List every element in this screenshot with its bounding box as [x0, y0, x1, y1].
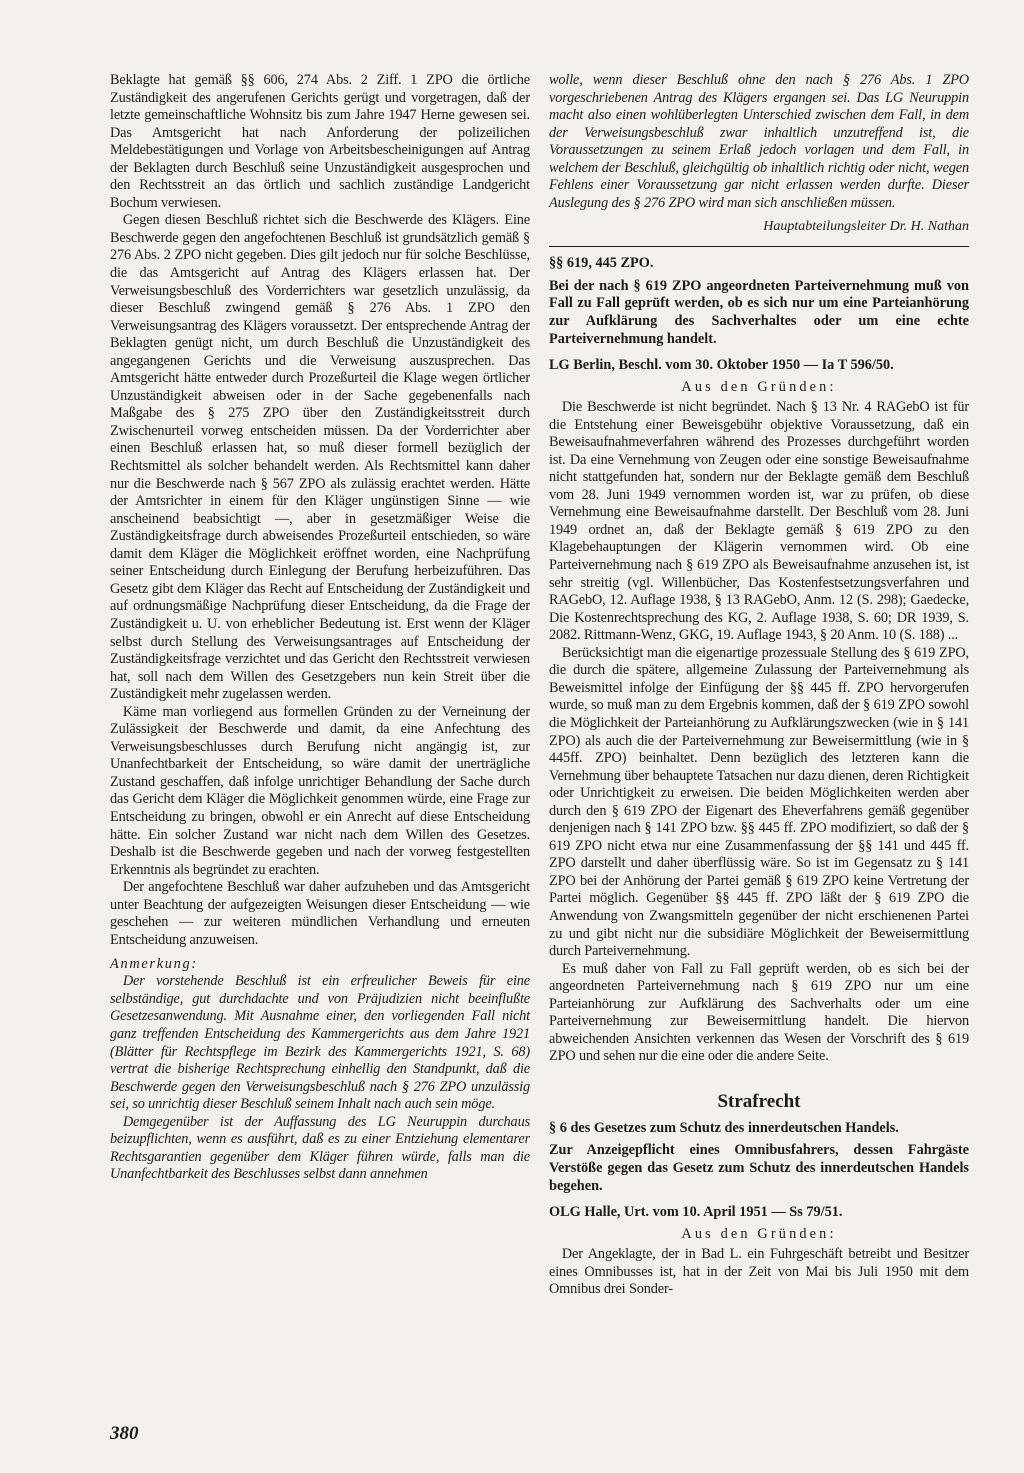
- case-statute-reference: § 6 des Gesetzes zum Schutz des innerdeutschen Handels.: [549, 1119, 899, 1136]
- case-statute-reference: §§ 619, 445 ZPO.: [549, 255, 654, 272]
- body-paragraph: Käme man vorliegend aus formellen Gründen zu der Verneinung der Zulässigkeit der Beschwerde und damit, da eine Anfechtung des Verweisungsbeschlusses durch Berufung nicht angängig ist, zur Unanfechtbarkeit der Entscheidung, so wäre damit der unerträgliche Zustand geschaffen, daß infolge unrichtiger Behandlung der Sache durch das Gericht dem Kläger die Möglichkeit genommen würde, eine Frage zur Entscheidung zu bringen, obwohl er ein Anrecht auf diese Entscheidung hätte. Ein solcher Zustand war nicht nach dem Willen des Gesetzes. Deshalb ist die Beschwerde gegeben und nach der vorweg festgestellten Erkenntnis als begründet zu erachten.: [110, 703, 530, 878]
- body-paragraph: Beklagte hat gemäß §§ 606, 274 Abs. 2 Ziff. 1 ZPO die örtliche Zuständigkeit des angerufenen Gerichts gerügt und vorgetragen, daß der letzte gemeinschaftliche Wohnsitz bis zum Jahre 1947 Herne gewesen sei. Das Amtsgericht hat nach Anforderung der polizeilichen Meldebestätigungen und Vorlage von Arbeitsbescheinigungen auf Antrag der Beklagten durch Beschluß seine Unzuständigkeit ausgesprochen und den Rechtsstreit an das örtlich und sachlich zuständige Landgericht Bochum verwiesen.: [110, 72, 530, 211]
- grounds-heading: Aus den Gründen:: [681, 1226, 837, 1243]
- section-title: Strafrecht: [717, 1090, 801, 1112]
- body-paragraph: Der Angeklagte, der in Bad L. ein Fuhrgeschäft betreibt und Besitzer eines Omnibusses ist, hat in der Zeit von Mai bis Juli 1950 mit dem Omnibus drei Sonder-: [549, 1246, 969, 1298]
- case-citation: OLG Halle, Urt. vom 10. April 1951 — Ss 79/51.: [549, 1204, 843, 1221]
- author-signature: Hauptabteilungsleiter Dr. H. Nathan: [763, 219, 969, 235]
- body-paragraph: Gegen diesen Beschluß richtet sich die Beschwerde des Klägers. Eine Beschwerde gegen den angefochtenen Beschluß ist grundsätzlich gemäß § 276 Abs. 2 ZPO nicht gegeben. Dies gilt jedoch nur für solche Beschlüsse, die das Amtsgericht auf Antrag des Klägers erlassen hat. Der Verweisungsbeschluß des Vorderrichters war gesetzlich unzulässig, da dieser Beschluß zwingend gemäß § 276 Abs. 1 ZPO den Verweisungsantrag des Klägers voraussetzt. Der entsprechende Antrag der Beklagten genügt nicht, um durch Beschluß die Unzuständigkeit des angegangenen Gerichts und die Verweisung auszusprechen. Das Amtsgericht hätte entweder durch Prozeßurteil die Klage wegen örtlicher Unzuständigkeit abweisen oder in der Sache gegebenenfalls nach Maßgabe des § 275 ZPO über den Zuständigkeitsstreit durch Zwischenurteil vorweg entscheiden müssen. Da der Vorderrichter aber einen Beschluß erlassen hat, so muß dieser formell bezüglich der Rechtsmittel als solcher behandelt werden. Als Rechtsmittel kann daher nur die Beschwerde nach § 567 ZPO als zulässig erachtet werden. Hätte der Amtsrichter in einem für den Kläger ungünstigen Sinne — wie anscheinend beabsichtigt —, aber in gesetzmäßiger Weise die Zuständigkeitsfrage durch abweisendes Prozeßurteil entschieden, so wäre damit dem Kläger die Möglichkeit eröffnet worden, eine Nachprüfung seiner Entscheidung durch Einlegung der Berufung herbeizuführen. Das Gesetz gibt dem Kläger das Recht auf Entscheidung der Zuständigkeit und auf ordnungsmäßige Nachprüfung dieser Entscheidung, da die Frage der Zuständigkeit u. U. von erheblicher Bedeutung ist. Erst wenn der Kläger selbst durch Stellung des Verweisungsantrages auf Entscheidung der Zuständigkeitsfrage verzichtet und das Gericht den Rechtsstreit verwiesen hat, soll nach dem Willen des Gesetzgebers nun kein Streit über die Zuständigkeit mehr zugelassen werden.: [110, 212, 530, 703]
- right-column: [549, 72, 969, 1299]
- body-paragraph: Berücksichtigt man die eigenartige prozessuale Stellung des § 619 ZPO, die durch die spätere, allgemeine Zulassung der Parteivernehmung als Beweismittel infolge der Einfügung der §§ 445 ff. ZPO hervorgerufen wurde, so muß man zu dem Ergebnis kommen, daß der § 619 ZPO sowohl die Möglichkeit der Parteianhörung zu Aufklärungszwecken (wie in § 141 ZPO) als auch die der Parteivernehmung zur Beweisermittlung (wie in § 445ff. ZPO) beinhaltet. Denn bezüglich des letzteren kann die Vernehmung über behauptete Tatsachen nur dazu dienen, deren Richtigkeit oder Unrichtigkeit zu erweisen. Die beiden Möglichkeiten werden aber durch den § 619 ZPO der Eigenart des Eheverfahrens gemäß gegenüber denjenigen nach § 141 ZPO bzw. §§ 445 ff. ZPO modifiziert, so daß der § 619 ZPO nicht etwa nur eine Zusammenfassung der §§ 141 und 445 ff. ZPO darstellt und daher überflüssig wäre. So ist im Gegensatz zu § 141 ZPO bei der Anhörung der Partei gemäß § 619 ZPO keine Vertretung der Partei möglich. Gegenüber §§ 445 ff. ZPO läßt der § 619 ZPO die Anwendung von Zwangsmitteln gegenüber der nicht erschienenen Partei zu und gibt nicht nur die subsidiäre Möglichkeit der Beweisermittlung durch Parteivernehmung.: [549, 644, 969, 960]
- annotation-heading: Anmerkung:: [110, 956, 198, 973]
- annotation-paragraph: wolle, wenn dieser Beschluß ohne den nach § 276 Abs. 1 ZPO vorgeschriebenen Antrag des Klägers ergangen sei. Das LG Neuruppin macht also einen wohlüberlegten Unterschied zwischen dem Fall, in dem der Verweisungsbeschluß zwar inhaltlich unzutreffend ist, die Voraussetzungen zu seinem Erlaß jedoch vorlagen und dem Fall, in welchem der Beschluß, gleichgültig ob inhaltlich richtig oder nicht, wegen Fehlens einer Voraussetzung gar nicht erlassen werden durfte. Dieser Auslegung des § 276 ZPO wird man sich anschließen müssen.: [549, 72, 969, 211]
- case-headnote: Bei der nach § 619 ZPO angeordneten Parteivernehmung muß von Fall zu Fall geprüft werden, ob es sich nur um eine Parteianhörung zur Aufklärung des Sachverhaltes oder um eine echte Parteivernehmung handelt.: [549, 277, 969, 347]
- body-paragraph: Die Beschwerde ist nicht begründet. Nach § 13 Nr. 4 RAGebO ist für die Entstehung einer Beweisgebühr objektive Voraussetzung, daß ein Beweisaufnahmeverfahren während des Prozesses durchgeführt worden ist. Da eine Vernehmung von Zeugen oder eine sonstige Beweisaufnahme nicht stattgefunden hat, sondern nur der Beklagte gemäß dem Beschluß vom 28. Juni 1949 vernommen worden ist, war zu prüfen, ob diese Vernehmung eine Beweisaufnahme darstellt. Der Beschluß vom 28. Juni 1949 ordnet an, daß der Beklagte gemäß § 619 ZPO zu den Klagebehauptungen der Klägerin vernommen wird. Ob eine Parteivernehmung nach § 619 ZPO als Beweisaufnahme anzusehen ist, ist sehr streitig (vgl. Willenbücher, Das Kostenfestsetzungsverfahren und RAGebO, 12. Auflage 1938, § 13 RAGebO, Anm. 12 (S. 298); Gaedecke, Die Kostenrechtsprechung des KG, 2. Auflage 1938, S. 60; DR 1939, S. 2082. Rittmann-Wenz, GKG, 19. Auflage 1943, § 20 Anm. 10 (S. 188) ...: [549, 399, 969, 644]
- body-paragraph: Es muß daher von Fall zu Fall geprüft werden, ob es sich bei der angeordneten Parteivernehmung nach § 619 ZPO nur um eine Parteianhörung zur Aufklärung des Sachverhalts oder um eine Parteivernehmung zur Beweisermittlung handelt. Die hiervon abweichenden Ansichten verkennen das Wesen der Vorschrift des § 619 ZPO und sehen nur die eine oder die andere Seite.: [549, 960, 969, 1065]
- grounds-heading: Aus den Gründen:: [681, 379, 837, 396]
- body-paragraph: Der angefochtene Beschluß war daher aufzuheben und das Amtsgericht unter Beachtung der aufgezeigten Weisungen dieser Entscheidung — wie geschehen — zur weiteren mündlichen Verhandlung und erneuten Entscheidung anzuweisen.: [110, 879, 530, 948]
- annotation-paragraph: Demgegenüber ist der Auffassung des LG Neuruppin durchaus beizupflichten, wenn es ausführt, daß es zu einer Entziehung elementarer Rechtsgarantien gegenüber dem Kläger führen würde, falls man die Unanfechtbarkeit des Beschlusses selbst dann annehmen: [110, 1113, 530, 1183]
- left-column: [110, 72, 530, 1184]
- page-number: 380: [110, 1423, 139, 1444]
- case-citation: LG Berlin, Beschl. vom 30. Oktober 1950 — Ia T 596/50.: [549, 357, 894, 374]
- case-headnote: Zur Anzeigepflicht eines Omnibusfahrers, dessen Fahrgäste Verstöße gegen das Gesetz zum Schutz des innerdeutschen Handels begehen.: [549, 1142, 969, 1194]
- section-divider: [549, 246, 969, 247]
- annotation-paragraph: Der vorstehende Beschluß ist ein erfreulicher Beweis für eine selbständige, gut durchdachte und von Präjudizien nicht beeinflußte Gesetzesanwendung. Mit Ausnahme einer, den vorliegenden Fall nicht ganz treffenden Entscheidung des Kammergerichts aus dem Jahre 1921 (Blätter für Rechtspflege im Bezirk des Kammergerichts 1921, S. 68) vertrat die bisherige Rechtsprechung einhellig den Standpunkt, daß die Beschwerde gegen den Verweisungsbeschluß nach § 276 ZPO unzulässig sei, so unrichtig dieser Beschluß seinem Inhalt nach auch sein möge.: [110, 973, 530, 1113]
